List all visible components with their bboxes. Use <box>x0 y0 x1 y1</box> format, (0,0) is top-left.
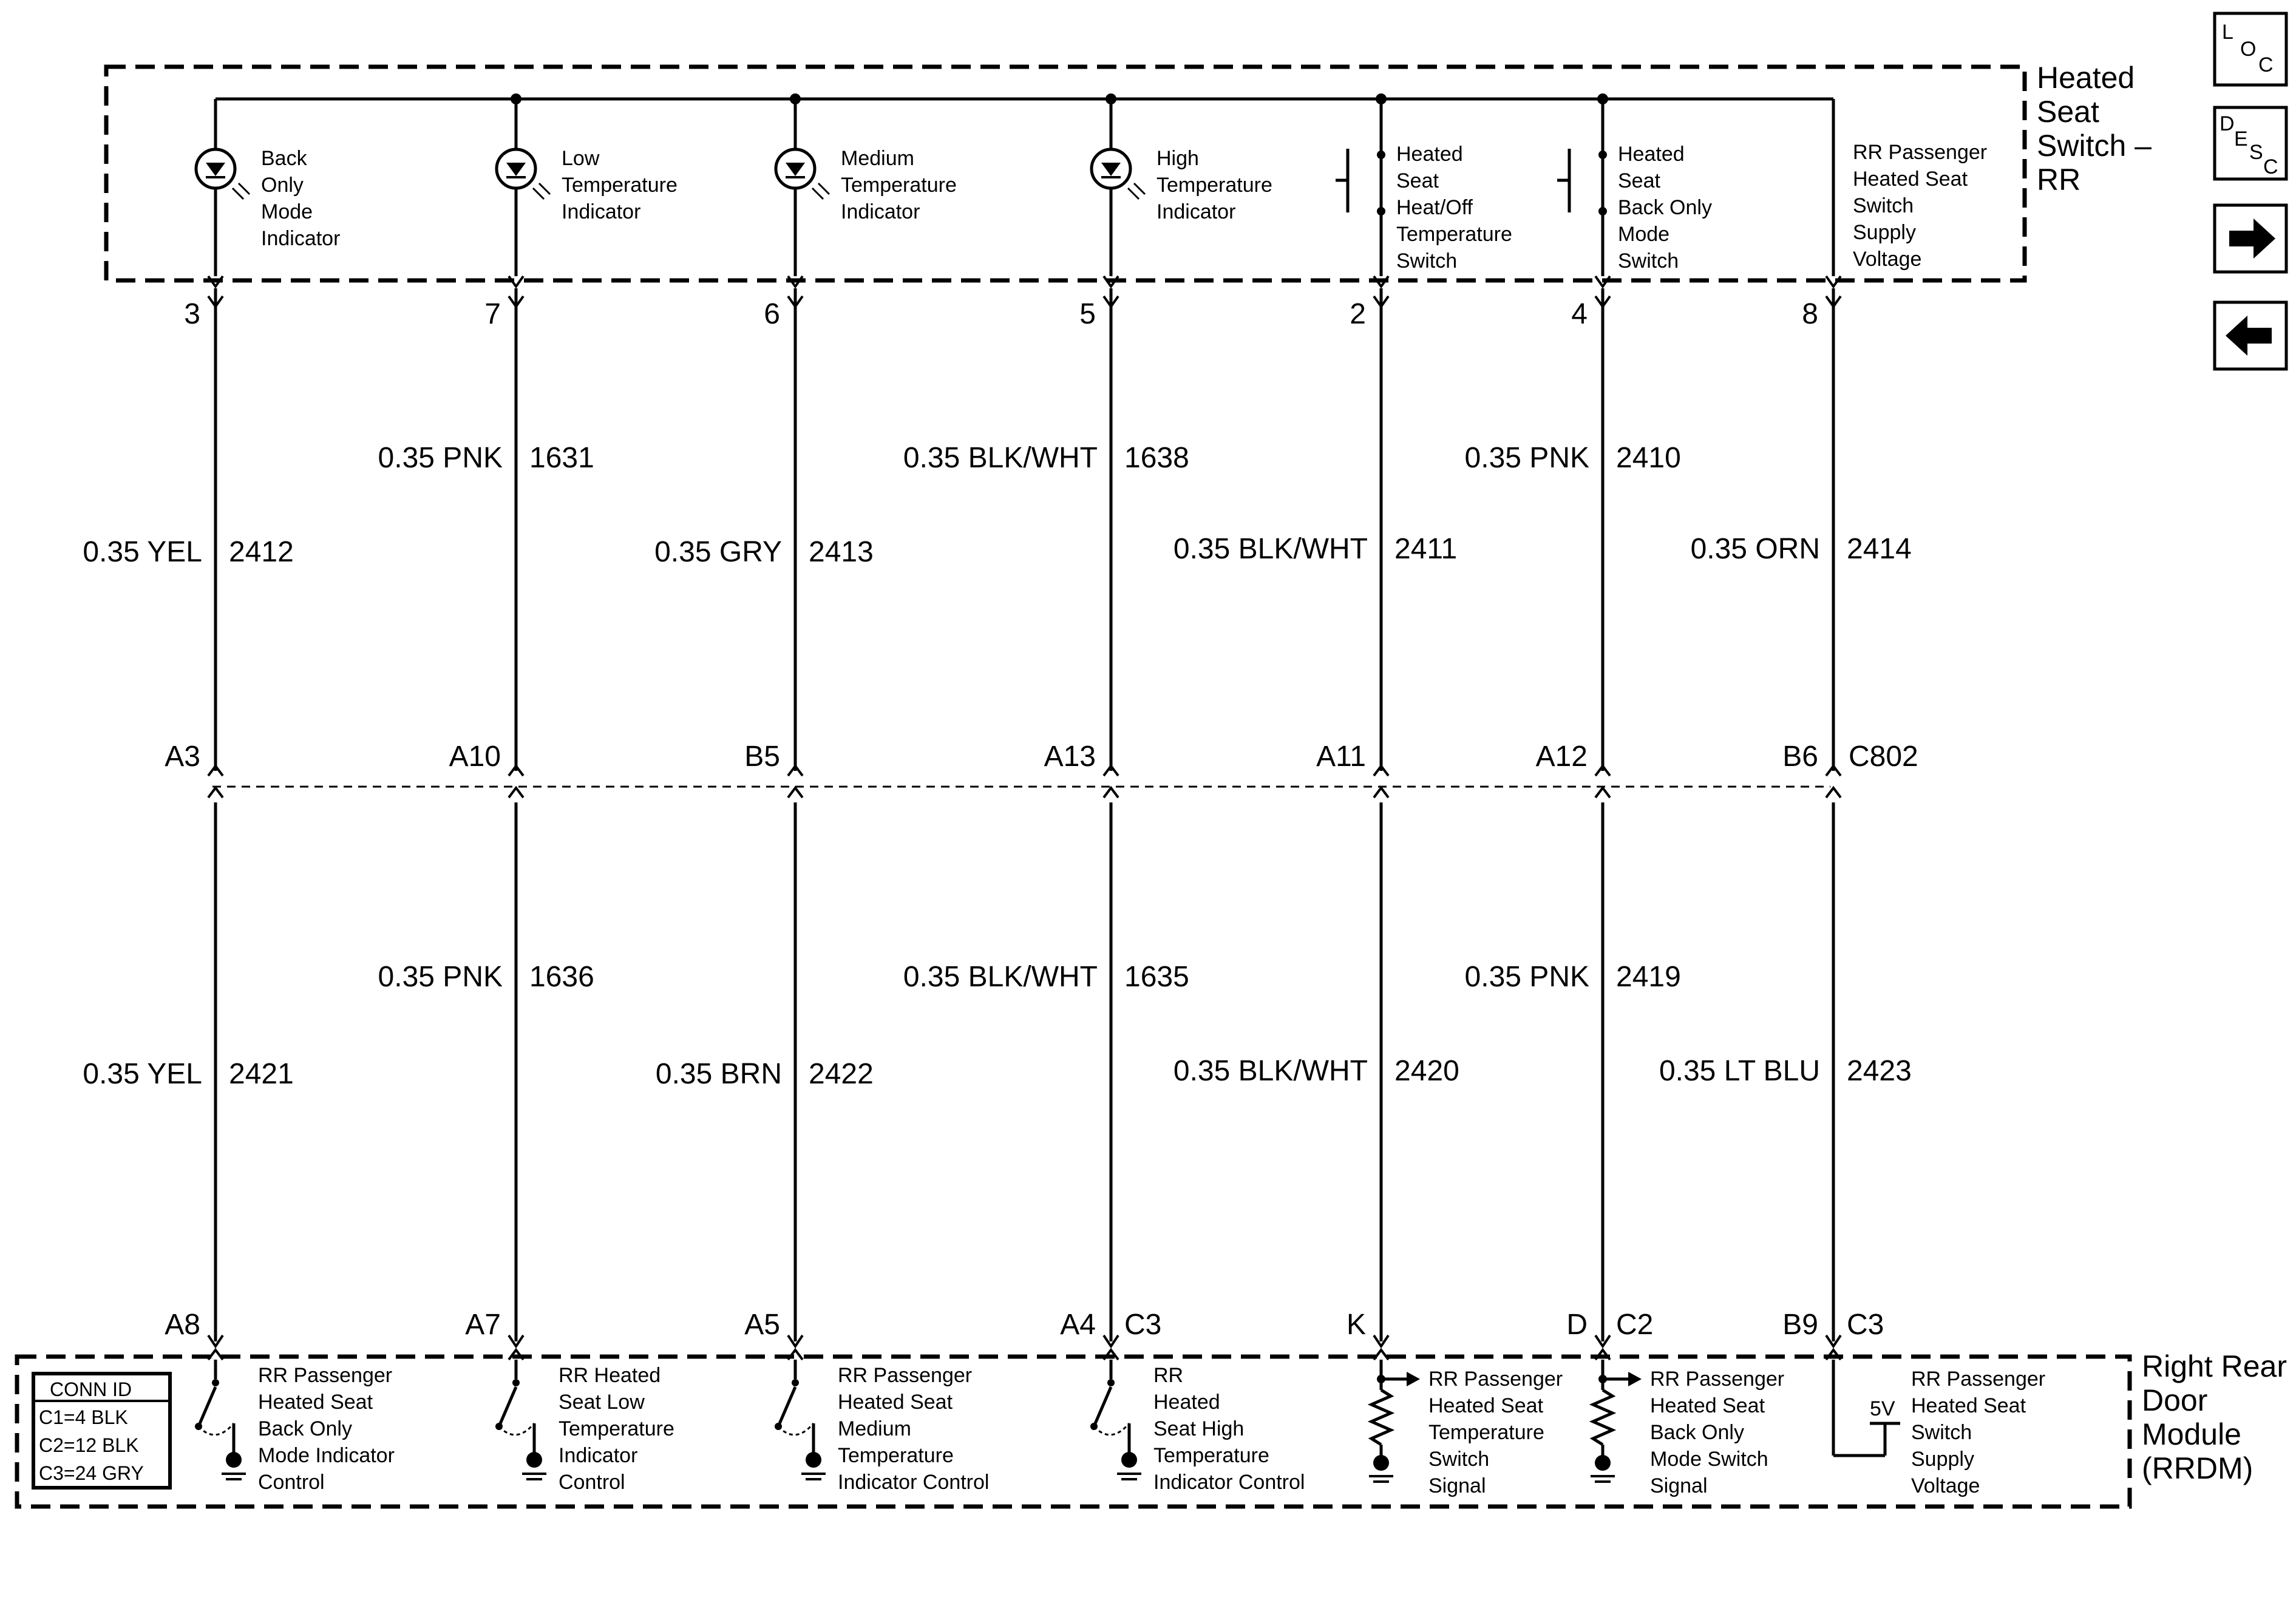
conn-id-row: C3=24 GRY <box>39 1462 144 1484</box>
loc-letter: L <box>2222 21 2233 44</box>
module-component-label: RR Passenger Heated Seat Medium Temperature Indicator Control <box>838 1364 990 1494</box>
circuit <box>1659 99 1912 1360</box>
switch-pin-number: 7 <box>484 298 501 330</box>
upper-wire-color: 0.35 BLK/WHT <box>903 442 1098 474</box>
connector-terminal-mark <box>1826 276 1841 286</box>
upper-wire-color: 0.35 BLK/WHT <box>1173 533 1368 565</box>
driver-control-link <box>1094 1423 1129 1435</box>
connector-terminal-mark <box>208 1350 223 1360</box>
c802-pin-number: A12 <box>1535 741 1588 773</box>
upper-wire-color: 0.35 ORN <box>1690 533 1820 565</box>
low-side-driver <box>1090 1360 1305 1494</box>
connector-terminal-mark <box>208 788 223 798</box>
loc-letter: O <box>2240 38 2257 61</box>
module-connector-id: C3 <box>1124 1309 1162 1341</box>
upper-wire-number: 1631 <box>529 442 594 474</box>
c802-connector-label: C802 <box>1849 741 1918 773</box>
driver-contact-dot <box>1107 1379 1115 1386</box>
led-indicator <box>196 147 340 250</box>
push-switch <box>1557 99 1712 273</box>
upper-wire-number: 2412 <box>229 536 294 568</box>
circuit <box>1173 93 1459 1360</box>
switch-component-label: Heated Seat Back Only Mode Switch <box>1618 143 1712 273</box>
circuit <box>654 93 874 1360</box>
c802-pin-number: A3 <box>165 741 200 773</box>
ground-icon <box>226 1452 242 1468</box>
switch-component-label: Heated Seat Heat/Off Temperature Switch <box>1396 143 1512 273</box>
switch-pin-number: 6 <box>764 298 780 330</box>
upper-wire-color: 0.35 PNK <box>378 442 503 474</box>
module-connector-id: C3 <box>1847 1309 1884 1341</box>
resistor-icon <box>1371 1390 1391 1445</box>
connector-terminal-mark <box>1826 788 1841 798</box>
connector-terminal-mark <box>509 276 523 286</box>
led-indicator <box>497 147 678 223</box>
ground-icon <box>1373 1455 1389 1471</box>
loc-letter: C <box>2258 53 2274 76</box>
connector-terminal-mark <box>509 788 523 798</box>
module-component-label: RR Passenger Heated Seat Switch Supply Voltage <box>1911 1368 2046 1497</box>
ground-icon <box>1121 1452 1137 1468</box>
lower-wire-color: 0.35 PNK <box>378 961 503 993</box>
lower-wire-color: 0.35 BRN <box>655 1058 782 1090</box>
conn-id-row: C2=12 BLK <box>39 1434 139 1456</box>
c802-pin-number: B6 <box>1782 741 1818 773</box>
lower-wire-color: 0.35 BLK/WHT <box>903 961 1098 993</box>
module-component-label: RR Passenger Heated Seat Temperature Switch Signal <box>1428 1368 1563 1497</box>
circuit <box>83 99 293 1360</box>
driver-contact-dot <box>512 1379 520 1386</box>
switch-component-label: Medium Temperature Indicator <box>841 147 957 223</box>
switch-module-title: Heated Seat Switch – RR <box>2037 61 2152 197</box>
switch-component-label: RR Passenger Heated Seat Switch Supply Voltage <box>1853 141 1988 271</box>
module-component-label: RR Heated Seat Low Temperature Indicator Control <box>559 1364 674 1494</box>
desc-letter: E <box>2234 127 2248 151</box>
splice-dot <box>511 93 521 104</box>
driver-contact-dot <box>792 1379 799 1386</box>
module-pin-number: A4 <box>1060 1309 1096 1341</box>
next-button[interactable] <box>2215 205 2286 272</box>
driver-switch-blade <box>1094 1387 1111 1426</box>
ground-icon <box>526 1452 542 1468</box>
c802-pin-number: A13 <box>1044 741 1096 773</box>
circuits <box>83 93 2045 1497</box>
driver-control-link <box>499 1423 534 1435</box>
signal-arrow-icon <box>1628 1372 1642 1386</box>
module-pin-number: K <box>1346 1309 1366 1341</box>
upper-wire-color: 0.35 GRY <box>654 536 782 568</box>
low-side-driver <box>775 1360 989 1494</box>
connector-terminal-mark <box>1104 788 1118 798</box>
splice-dot <box>790 93 801 104</box>
switch-pin-number: 4 <box>1571 298 1588 330</box>
switch-pin-number: 2 <box>1350 298 1366 330</box>
driver-contact-dot <box>212 1379 219 1386</box>
ground-icon <box>806 1452 821 1468</box>
light-emission-icon <box>1128 183 1145 199</box>
lower-wire-number: 2422 <box>809 1058 874 1090</box>
module-component-label: RR Heated Seat High Temperature Indicator Control <box>1153 1364 1305 1494</box>
desc-letter: C <box>2263 155 2278 178</box>
connector-terminal-mark <box>1595 788 1610 798</box>
connector-terminal-mark <box>788 1350 803 1360</box>
upper-wire-number: 2410 <box>1616 442 1681 474</box>
led-indicator <box>776 147 957 223</box>
driver-control-link <box>778 1423 813 1435</box>
c802-pin-number: A11 <box>1316 741 1366 773</box>
circuit <box>378 93 594 1360</box>
low-side-driver <box>495 1360 674 1494</box>
upper-wire-number: 2414 <box>1847 533 1912 565</box>
light-emission-icon <box>233 183 250 199</box>
ground-icon <box>1595 1455 1611 1471</box>
circuit <box>1465 93 1681 1360</box>
c802-pin-number: A10 <box>449 741 501 773</box>
c802-pin-number: B5 <box>744 741 780 773</box>
desc-letter: D <box>2220 112 2235 135</box>
light-emission-icon <box>533 183 550 199</box>
low-side-driver <box>195 1360 395 1494</box>
switch-contact-dot <box>1598 207 1607 215</box>
upper-wire-number: 1638 <box>1124 442 1189 474</box>
connector-terminal-mark <box>788 788 803 798</box>
module-pin-number: A5 <box>744 1309 780 1341</box>
upper-wire-color: 0.35 PNK <box>1464 442 1589 474</box>
switch-pin-number: 3 <box>184 298 200 330</box>
driver-switch-blade <box>499 1387 516 1426</box>
upper-wire-number: 2411 <box>1394 533 1458 565</box>
heated-seat-switch-module <box>106 61 2160 280</box>
driver-control-link <box>199 1423 234 1435</box>
switch-component-label: High Temperature Indicator <box>1156 147 1272 223</box>
switch-pin-number: 5 <box>1079 298 1096 330</box>
module-component-label: RR Passenger Heated Seat Back Only Mode Indicator Control <box>258 1364 395 1494</box>
module-component-label: RR Passenger Heated Seat Back Only Mode Switch Signal <box>1650 1368 1785 1497</box>
lower-wire-number: 2423 <box>1847 1055 1912 1087</box>
resistor-icon <box>1593 1390 1612 1445</box>
led-indicator <box>1092 147 1272 223</box>
conn-id-table <box>33 1374 170 1488</box>
light-emission-icon <box>812 183 829 199</box>
connector-terminal-mark <box>1374 1350 1388 1360</box>
lower-wire-number: 2420 <box>1394 1055 1459 1087</box>
module-connector-id: C2 <box>1616 1309 1654 1341</box>
module-pin-number: D <box>1566 1309 1588 1341</box>
lower-wire-number: 1635 <box>1124 961 1189 993</box>
module-pin-number: A7 <box>465 1309 501 1341</box>
conn-id-row: C1=4 BLK <box>39 1406 128 1428</box>
connector-terminal-mark <box>1374 788 1388 798</box>
supply-source <box>1833 1360 2045 1497</box>
rrdm-module-title: Right Rear Door Module (RRDM) <box>2142 1349 2287 1485</box>
module-pin-number: A8 <box>165 1309 200 1341</box>
lower-wire-color: 0.35 BLK/WHT <box>1173 1055 1368 1087</box>
signal-arrow-icon <box>1407 1372 1420 1386</box>
switch-contact-dot <box>1377 207 1385 215</box>
lower-wire-color: 0.35 LT BLU <box>1659 1055 1820 1087</box>
desc-letter: S <box>2249 141 2263 164</box>
upper-wire-color: 0.35 YEL <box>83 536 202 568</box>
module-pin-number: B9 <box>1782 1309 1818 1341</box>
switch-input <box>1591 1360 1784 1497</box>
lower-wire-number: 1636 <box>529 961 594 993</box>
upper-wire-number: 2413 <box>809 536 874 568</box>
prev-button[interactable] <box>2215 302 2286 369</box>
lower-wire-number: 2419 <box>1616 961 1681 993</box>
push-switch <box>1336 99 1512 273</box>
lower-wire-number: 2421 <box>229 1058 294 1090</box>
driver-switch-blade <box>199 1387 216 1426</box>
desc-button[interactable] <box>2215 107 2286 179</box>
conn-id-title: CONN ID <box>50 1378 132 1400</box>
loc-button[interactable] <box>2215 13 2286 85</box>
switch-component-label: Back Only Mode Indicator <box>261 147 341 250</box>
splice-dot <box>1106 93 1116 104</box>
circuit <box>903 93 1189 1360</box>
lower-wire-color: 0.35 PNK <box>1464 961 1589 993</box>
lower-wire-color: 0.35 YEL <box>83 1058 202 1090</box>
supply-voltage-label: 5V <box>1870 1397 1895 1420</box>
driver-switch-blade <box>778 1387 795 1426</box>
switch-pin-number: 8 <box>1802 298 1818 330</box>
switch-input <box>1369 1360 1563 1497</box>
switch-component-label: Low Temperature Indicator <box>562 147 678 223</box>
